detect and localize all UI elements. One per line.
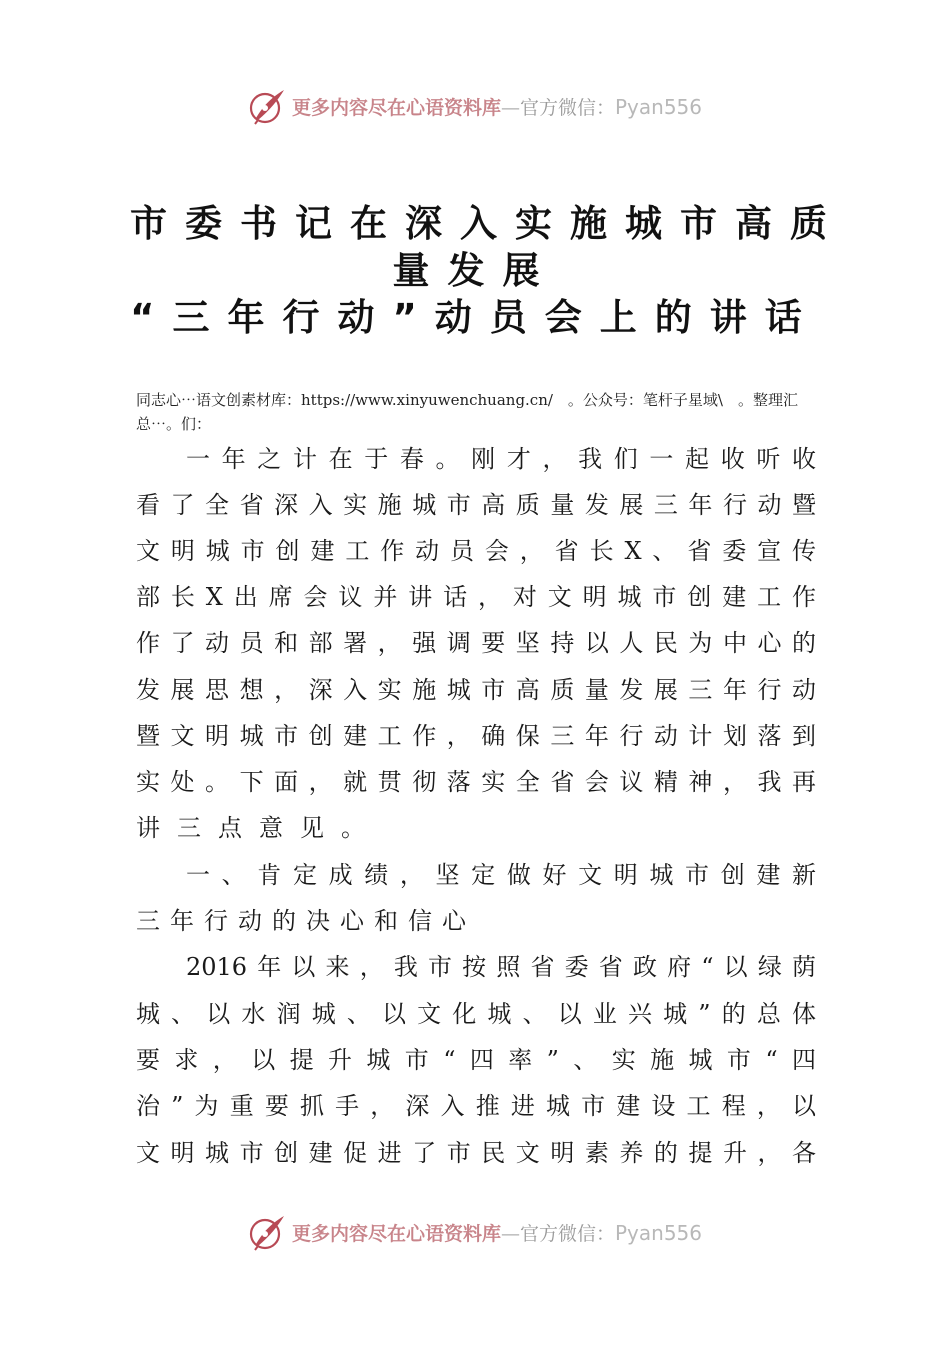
body-line: 实处。下面，就贯彻落实全省会议精神，我再 [136,768,816,796]
section-heading-line: 一、肯定成绩，坚定做好文明城市创建新 [186,861,816,889]
body-line: 部长X出席会议并讲话，对文明城市创建工作 [136,583,816,611]
body-line: 作了动员和部署，强调要坚持以人民为中心的 [136,629,816,657]
body-line: 要求，以提升城市“四率”、实施城市“四 [136,1046,816,1074]
body-line: 讲三点意见。 [136,814,382,842]
body-line: 2016年以来，我市按照省委省政府“以绿荫 [186,953,816,981]
watermark-separator: — [500,96,520,119]
source-note: 同志心⋯语文创素材库：https://www.xinyuwenchuang.cn/ 。公众号：笔杆子星域\ 。整理汇总⋯。们： [136,391,798,433]
watermark-id: Pyan556 [615,94,703,119]
body-line: 看了全省深入实施城市高质量发展三年行动暨 [136,491,816,519]
quill-pen-logo-icon [248,86,288,126]
body-line: 一年之计在于春。刚才，我们一起收听收 [186,445,816,473]
document-title-line-2: 量发展 [392,249,558,292]
body-line: 治”为重要抓手，深入推进城市建设工程，以 [136,1092,816,1120]
body-line: 文明城市创建促进了市民文明素养的提升，各 [136,1139,816,1167]
watermark-footer [0,1210,950,1254]
body-line: 城、以水润城、以文化城、以业兴城”的总体 [136,1000,816,1028]
watermark-text [292,93,702,120]
section-heading-line: 三年行动的决心和信心 [136,907,476,935]
quill-pen-logo-icon [248,1212,288,1252]
watermark-label: 官方微信： [519,1222,615,1245]
body-line: 发展思想，深入实施城市高质量发展三年行动 [136,676,816,704]
body-line: 暨文明城市创建工作，确保三年行动计划落到 [136,722,816,750]
watermark-main: 更多内容尽在心语资料库 [291,96,501,119]
watermark-id: Pyan556 [615,1220,703,1245]
watermark-separator: — [500,1222,520,1245]
watermark-text [292,1219,702,1246]
watermark-label: 官方微信： [519,96,615,119]
body-line: 文明城市创建工作动员会，省长X、省委宣传 [136,537,816,565]
watermark-main: 更多内容尽在心语资料库 [291,1222,501,1245]
document-title-line-3: “三年行动”动员会上的讲话 [130,296,820,339]
document-title-line-1: 市委书记在深入实施城市高质 [130,202,845,245]
watermark-header [0,84,950,128]
